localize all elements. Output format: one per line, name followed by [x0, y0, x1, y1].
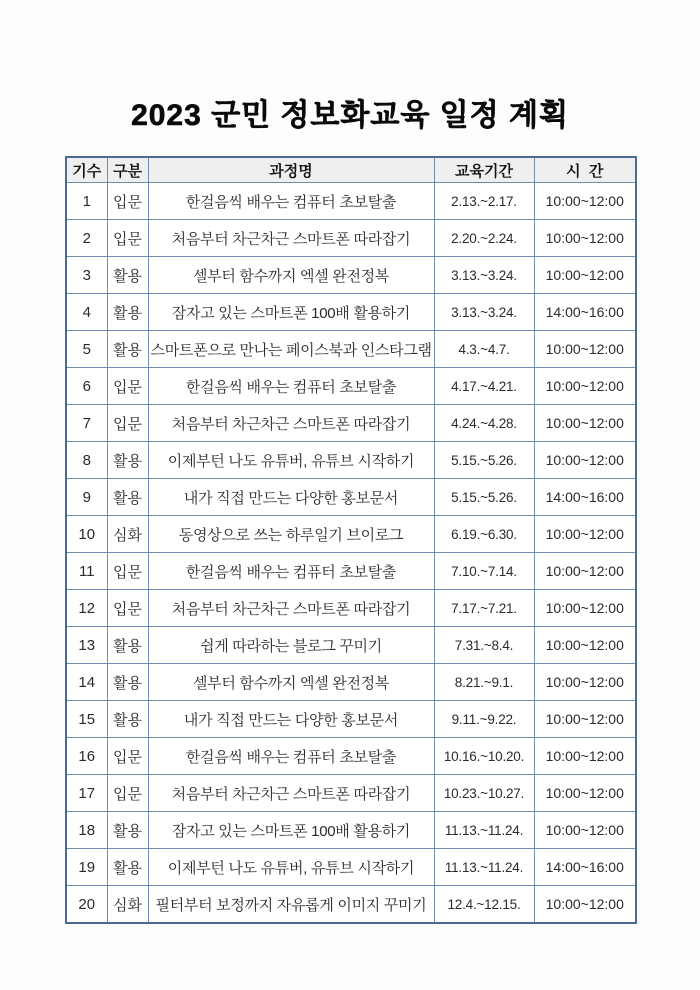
table-row	[66, 886, 636, 924]
time-cell: 10:00~12:00	[534, 627, 636, 664]
course-cell: 잠자고 있는 스마트폰 100배 활용하기	[148, 812, 434, 849]
cohort-cell: 20	[66, 886, 107, 924]
cohort-cell: 9	[66, 479, 107, 516]
time-cell: 10:00~12:00	[534, 590, 636, 627]
time-cell: 10:00~12:00	[534, 886, 636, 924]
period-cell: 11.13.~11.24.	[434, 812, 534, 849]
header-category: 구분	[107, 157, 148, 183]
time-cell: 10:00~12:00	[534, 701, 636, 738]
table-row	[66, 479, 636, 516]
page-title: 2023 군민 정보화교육 일정 계획	[131, 99, 569, 132]
time-cell: 10:00~12:00	[534, 664, 636, 701]
cohort-cell: 1	[66, 183, 107, 220]
time-cell: 10:00~12:00	[534, 775, 636, 812]
period-cell: 12.4.~12.15.	[434, 886, 534, 924]
course-cell: 한걸음씩 배우는 컴퓨터 초보탈출	[148, 368, 434, 405]
table-row	[66, 220, 636, 257]
category-cell: 활용	[107, 479, 148, 516]
time-cell: 10:00~12:00	[534, 553, 636, 590]
course-cell: 잠자고 있는 스마트폰 100배 활용하기	[148, 294, 434, 331]
table-row	[66, 331, 636, 368]
period-cell: 2.13.~2.17.	[434, 183, 534, 220]
course-cell: 처음부터 차근차근 스마트폰 따라잡기	[148, 405, 434, 442]
category-cell: 심화	[107, 516, 148, 553]
table-row	[66, 664, 636, 701]
time-cell: 10:00~12:00	[534, 442, 636, 479]
table-row	[66, 590, 636, 627]
cohort-cell: 8	[66, 442, 107, 479]
cohort-cell: 6	[66, 368, 107, 405]
period-cell: 7.10.~7.14.	[434, 553, 534, 590]
cohort-cell: 3	[66, 257, 107, 294]
header-cohort: 기수	[66, 157, 107, 183]
table-row	[66, 627, 636, 664]
period-cell: 11.13.~11.24.	[434, 849, 534, 886]
table-row	[66, 516, 636, 553]
time-cell: 10:00~12:00	[534, 368, 636, 405]
cohort-cell: 11	[66, 553, 107, 590]
table-row	[66, 775, 636, 812]
time-cell: 10:00~12:00	[534, 738, 636, 775]
cohort-cell: 5	[66, 331, 107, 368]
cohort-cell: 12	[66, 590, 107, 627]
cohort-cell: 7	[66, 405, 107, 442]
period-cell: 10.23.~10.27.	[434, 775, 534, 812]
time-cell: 10:00~12:00	[534, 220, 636, 257]
course-cell: 셀부터 함수까지 엑셀 완전정복	[148, 257, 434, 294]
course-cell: 한걸음씩 배우는 컴퓨터 초보탈출	[148, 183, 434, 220]
table-row	[66, 849, 636, 886]
table-row	[66, 553, 636, 590]
category-cell: 활용	[107, 701, 148, 738]
period-cell: 8.21.~9.1.	[434, 664, 534, 701]
period-cell: 6.19.~6.30.	[434, 516, 534, 553]
table-body	[66, 183, 636, 924]
category-cell: 입문	[107, 368, 148, 405]
course-cell: 한걸음씩 배우는 컴퓨터 초보탈출	[148, 553, 434, 590]
period-cell: 7.17.~7.21.	[434, 590, 534, 627]
time-cell: 14:00~16:00	[534, 849, 636, 886]
cohort-cell: 10	[66, 516, 107, 553]
category-cell: 입문	[107, 405, 148, 442]
time-cell: 10:00~12:00	[534, 257, 636, 294]
time-cell: 10:00~12:00	[534, 812, 636, 849]
table-row	[66, 442, 636, 479]
time-cell: 14:00~16:00	[534, 294, 636, 331]
course-cell: 내가 직접 만드는 다양한 홍보문서	[148, 479, 434, 516]
course-cell: 스마트폰으로 만나는 페이스북과 인스타그램	[148, 331, 434, 368]
category-cell: 활용	[107, 442, 148, 479]
cohort-cell: 4	[66, 294, 107, 331]
time-cell: 10:00~12:00	[534, 516, 636, 553]
cohort-cell: 17	[66, 775, 107, 812]
category-cell: 활용	[107, 812, 148, 849]
period-cell: 4.17.~4.21.	[434, 368, 534, 405]
course-cell: 내가 직접 만드는 다양한 홍보문서	[148, 701, 434, 738]
period-cell: 3.13.~3.24.	[434, 257, 534, 294]
category-cell: 입문	[107, 553, 148, 590]
cohort-cell: 14	[66, 664, 107, 701]
category-cell: 활용	[107, 257, 148, 294]
course-cell: 동영상으로 쓰는 하루일기 브이로그	[148, 516, 434, 553]
cohort-cell: 2	[66, 220, 107, 257]
cohort-cell: 16	[66, 738, 107, 775]
table-row	[66, 294, 636, 331]
table-row	[66, 812, 636, 849]
course-cell: 셀부터 함수까지 엑셀 완전정복	[148, 664, 434, 701]
header-period: 교육기간	[434, 157, 534, 183]
table-row	[66, 701, 636, 738]
period-cell: 5.15.~5.26.	[434, 479, 534, 516]
table-row	[66, 257, 636, 294]
table-row	[66, 368, 636, 405]
schedule-table	[65, 156, 637, 924]
category-cell: 입문	[107, 183, 148, 220]
course-cell: 처음부터 차근차근 스마트폰 따라잡기	[148, 775, 434, 812]
category-cell: 입문	[107, 775, 148, 812]
category-cell: 입문	[107, 738, 148, 775]
period-cell: 4.24.~4.28.	[434, 405, 534, 442]
course-cell: 필터부터 보정까지 자유롭게 이미지 꾸미기	[148, 886, 434, 924]
table-row	[66, 405, 636, 442]
time-cell: 14:00~16:00	[534, 479, 636, 516]
course-cell: 한걸음씩 배우는 컴퓨터 초보탈출	[148, 738, 434, 775]
header-time: 시 간	[534, 157, 636, 183]
time-cell: 10:00~12:00	[534, 331, 636, 368]
header-course: 과정명	[148, 157, 434, 183]
course-cell: 이제부턴 나도 유튜버, 유튜브 시작하기	[148, 849, 434, 886]
cohort-cell: 18	[66, 812, 107, 849]
cohort-cell: 19	[66, 849, 107, 886]
table-row	[66, 738, 636, 775]
period-cell: 10.16.~10.20.	[434, 738, 534, 775]
period-cell: 3.13.~3.24.	[434, 294, 534, 331]
period-cell: 2.20.~2.24.	[434, 220, 534, 257]
category-cell: 활용	[107, 627, 148, 664]
category-cell: 활용	[107, 294, 148, 331]
cohort-cell: 13	[66, 627, 107, 664]
header-row	[66, 157, 636, 183]
category-cell: 활용	[107, 331, 148, 368]
cohort-cell: 15	[66, 701, 107, 738]
course-cell: 쉽게 따라하는 블로그 꾸미기	[148, 627, 434, 664]
category-cell: 활용	[107, 664, 148, 701]
category-cell: 활용	[107, 849, 148, 886]
category-cell: 입문	[107, 220, 148, 257]
category-cell: 입문	[107, 590, 148, 627]
course-cell: 이제부턴 나도 유튜버, 유튜브 시작하기	[148, 442, 434, 479]
period-cell: 9.11.~9.22.	[434, 701, 534, 738]
time-cell: 10:00~12:00	[534, 183, 636, 220]
course-cell: 처음부터 차근차근 스마트폰 따라잡기	[148, 220, 434, 257]
period-cell: 7.31.~8.4.	[434, 627, 534, 664]
time-cell: 10:00~12:00	[534, 405, 636, 442]
table-header	[66, 157, 636, 183]
period-cell: 5.15.~5.26.	[434, 442, 534, 479]
course-cell: 처음부터 차근차근 스마트폰 따라잡기	[148, 590, 434, 627]
period-cell: 4.3.~4.7.	[434, 331, 534, 368]
table-row	[66, 183, 636, 220]
category-cell: 심화	[107, 886, 148, 924]
